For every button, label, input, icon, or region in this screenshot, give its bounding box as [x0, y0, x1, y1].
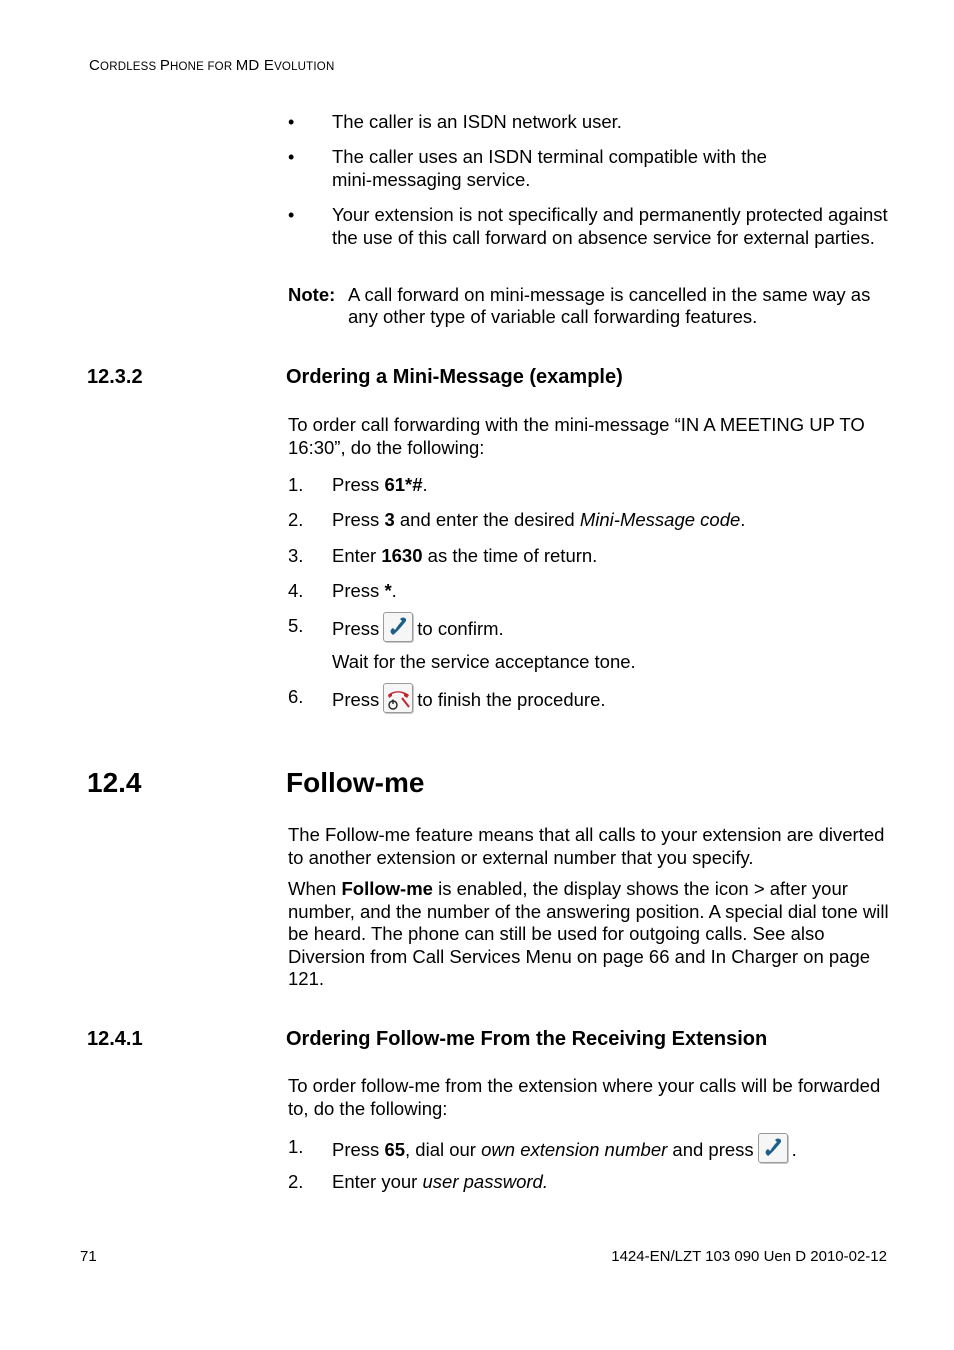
- list-item: The caller is an ISDN network user.: [332, 111, 622, 132]
- note-text-line-2: any other type of variable call forwarding features.: [348, 306, 758, 327]
- list-item: The caller uses an ISDN terminal compatible with the mini-messaging service.: [332, 146, 767, 190]
- step-number: 2.: [288, 509, 304, 530]
- note-text-line-1: A call forward on mini-message is cancelled in the same way as: [348, 284, 871, 305]
- onhook-power-icon: [383, 683, 413, 713]
- document-id: 1424-EN/LZT 103 090 Uen D 2010-02-12: [611, 1248, 887, 1265]
- step-number: 5.: [288, 615, 304, 636]
- step-text: Press *.: [332, 580, 397, 601]
- section-intro: To order call forwarding with the mini-message “IN A MEETING UP TO 16:30”, do the following:: [288, 414, 865, 458]
- step-number: 2.: [288, 1171, 304, 1192]
- offhook-phone-icon: [758, 1133, 788, 1163]
- section-title: Ordering a Mini-Message (example): [286, 366, 623, 388]
- page-number: 71: [80, 1248, 97, 1265]
- step-number: 1.: [288, 1136, 304, 1157]
- step-number: 3.: [288, 545, 304, 566]
- paragraph: When Follow-me is enabled, the display shows the icon > after your number, and the number of the answering position. A special dial tone will be heard. The phone can still be used for outgoing calls. See also Diversion from Call Services Menu on page 66 and In Charger on page 121.: [288, 878, 889, 989]
- section-title: Follow-me: [286, 767, 425, 798]
- step-text: Press 3 and enter the desired Mini-Message code.: [332, 509, 746, 530]
- bullet-marker: •: [288, 112, 295, 132]
- step-text: Press 61*#.: [332, 474, 428, 495]
- section-number: 12.4: [87, 767, 142, 798]
- section-title: Ordering Follow-me From the Receiving Extension: [286, 1028, 768, 1050]
- bullet-marker: •: [288, 147, 295, 167]
- step-text: Press to confirm.: [332, 615, 504, 645]
- offhook-phone-icon: [383, 612, 413, 642]
- note-label: Note:: [288, 284, 336, 305]
- step-number: 1.: [288, 474, 304, 495]
- list-item: Your extension is not specifically and permanently protected against the use of this call forward on absence service for external parties.: [332, 204, 888, 248]
- step-text: Enter 1630 as the time of return.: [332, 545, 598, 566]
- step-note: Wait for the service acceptance tone.: [332, 651, 636, 672]
- paragraph: The Follow-me feature means that all calls to your extension are diverted to another extension or external number that you specify.: [288, 824, 885, 868]
- running-header: CORDLESS PHONE FOR MD EVOLUTION: [89, 57, 335, 74]
- step-text: Press 65, dial our own extension number and press .: [332, 1136, 797, 1166]
- section-number: 12.4.1: [87, 1028, 143, 1050]
- step-text: Press to finish the procedure.: [332, 686, 606, 716]
- section-intro: To order follow-me from the extension where your calls will be forwarded to, do the following:: [288, 1075, 881, 1119]
- section-number: 12.3.2: [87, 366, 143, 388]
- step-text: Enter your user password.: [332, 1171, 548, 1192]
- step-number: 4.: [288, 580, 304, 601]
- step-number: 6.: [288, 686, 304, 707]
- bullet-marker: •: [288, 205, 295, 225]
